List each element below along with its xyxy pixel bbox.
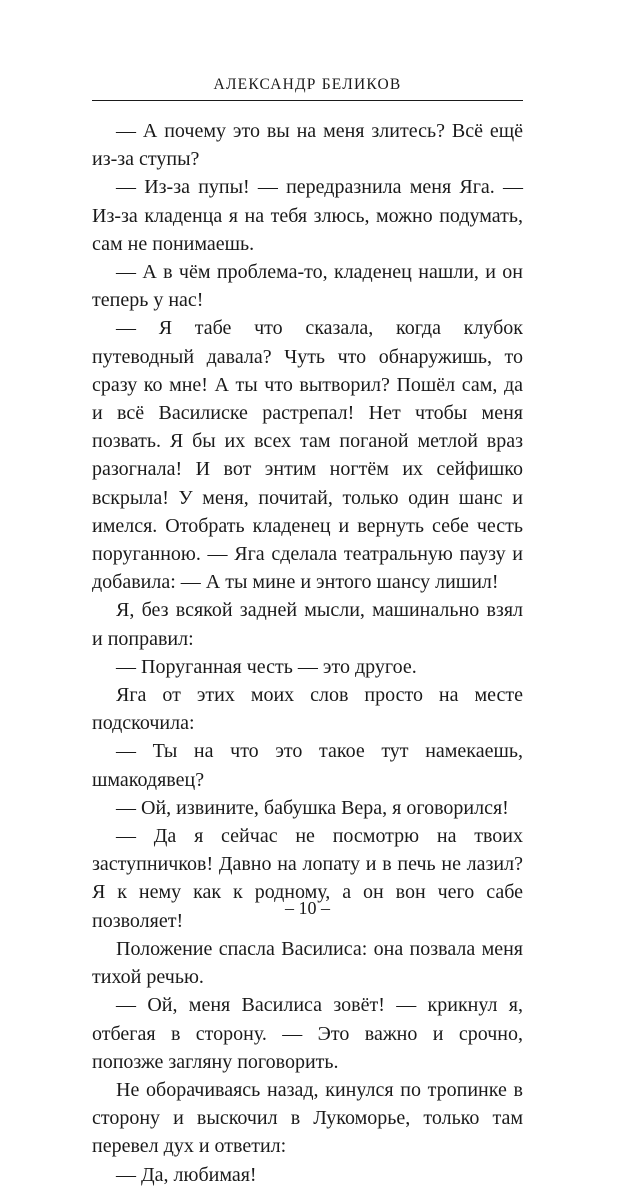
paragraph: — Ты на что это такое тут намекаешь, шмакодявец? <box>92 740 523 791</box>
paragraph: — Ой, извините, бабушка Вера, я оговорился! <box>116 796 509 819</box>
paragraph: — Я табе что сказала, когда клубок путеводный давала? Чуть что обнаружишь, то сразу ко мне! А ты что вытворил? Пошёл сам, да и всё Василиске растрепал! Нет чтобы меня позвать. Я бы их всех там поганой метлой враз разогнала! И вот энтим ногтём их сейфишко вскрыла! У меня, почитай, только один шанс и имелся. Отобрать кладенец и вернуть себе честь поруганною. — Яга сделала театральную паузу и добавила: — А ты мине и энтого шансу лишил! <box>92 317 523 594</box>
body-text <box>92 117 523 1189</box>
paragraph: — Ой, меня Василиса зовёт! — крикнул я, отбегая в сторону. — Это важно и срочно, попозже загляну поговорить. <box>92 994 523 1073</box>
page-number: – 10 – <box>285 898 330 918</box>
paragraph: Я, без всякой задней мысли, машинально взял и поправил: <box>92 599 523 650</box>
paragraph: — Из-за пупы! — передразнила меня Яга. — Из-за кладенца я на тебя злюсь, можно подумать, сам не понимаешь. <box>92 176 523 255</box>
paragraph: — А почему это вы на меня злитесь? Всё ещё из-за ступы? <box>92 120 523 171</box>
running-header: АЛЕКСАНДР БЕЛИКОВ <box>213 76 402 93</box>
paragraph: — Да я сейчас не посмотрю на твоих заступничков! Давно на лопату и в печь не лазил? Я к нему как к родному, а он вон чего сабе позволяет! <box>92 825 523 932</box>
paragraph: Положение спасла Василиса: она позвала меня тихой речью. <box>92 937 523 989</box>
paragraph: — Поруганная честь — это другое. <box>116 655 417 678</box>
header-rule <box>92 100 523 101</box>
paragraph: — А в чём проблема-то, кладенец нашли, и он теперь у нас! <box>92 261 523 312</box>
paragraph: Не оборачиваясь назад, кинулся по тропинке в сторону и выскочил в Лукоморье, только там перевел дух и ответил: <box>92 1078 523 1158</box>
paragraph: — Да, любимая! <box>116 1163 257 1186</box>
paragraph: Яга от этих моих слов просто на месте подскочила: <box>92 684 523 735</box>
